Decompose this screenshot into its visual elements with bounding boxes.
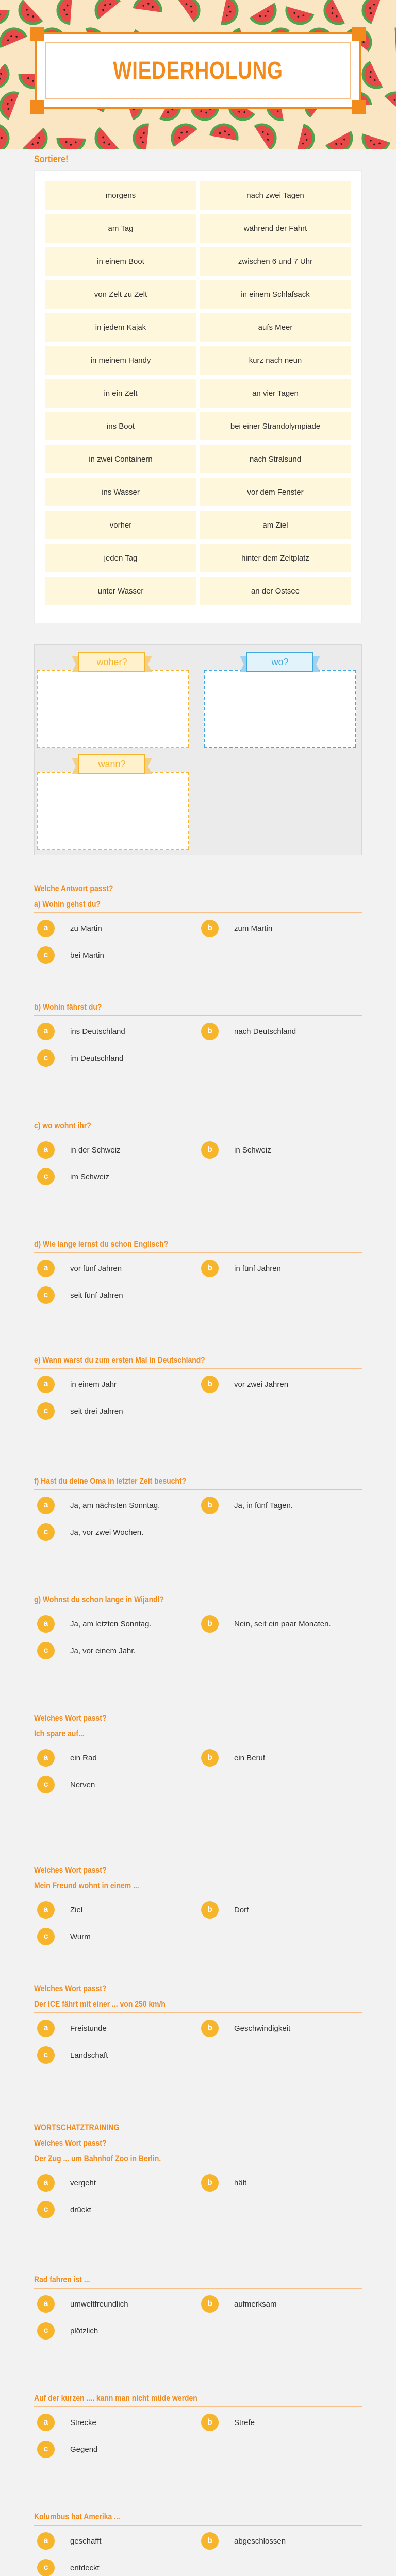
option-label: Landschaft (70, 2050, 108, 2060)
answer-option[interactable] (201, 2414, 255, 2431)
answer-option[interactable] (37, 2441, 97, 2458)
answer-option[interactable] (37, 946, 104, 964)
option-label: ein Beruf (234, 1753, 266, 1762)
option-label: zu Martin (70, 924, 102, 933)
answer-option[interactable] (37, 920, 102, 937)
option-label: Strefe (234, 2418, 255, 2427)
option-label: aufmerksam (234, 2299, 277, 2309)
option-label: Geschwindigkeit (234, 2024, 291, 2033)
sort-card[interactable]: in meinem Handy (45, 346, 196, 375)
option-label: ins Deutschland (70, 1027, 125, 1036)
question-title: c) wo wohnt ihr? (34, 1121, 91, 1130)
sort-card[interactable]: an vier Tagen (200, 379, 351, 408)
question-title: Der Zug ... um Bahnhof Zoo in Berlin. (34, 2154, 161, 2163)
answer-option[interactable] (201, 1023, 296, 1040)
option-letter: b (201, 1615, 219, 1633)
dropzone-wann-label: wann? (98, 759, 126, 769)
sort-card[interactable]: vorher (45, 511, 196, 539)
question-title: Welches Wort passt? (34, 1713, 107, 1723)
answer-option[interactable] (37, 1497, 160, 1514)
answer-option[interactable] (37, 1168, 109, 1185)
option-letter: c (37, 1286, 55, 1304)
option-label: drückt (70, 2205, 91, 2214)
answer-option[interactable] (37, 1286, 123, 1304)
answer-option[interactable] (201, 1615, 331, 1633)
question-title: Welches Wort passt? (34, 2138, 107, 2148)
option-label: im Deutschland (70, 1054, 124, 1063)
option-letter: a (37, 2020, 55, 2037)
question-title: Welches Wort passt? (34, 1865, 107, 1875)
answer-option[interactable] (37, 1376, 117, 1393)
answer-option[interactable] (37, 1402, 123, 1420)
answer-option[interactable] (37, 1049, 123, 1067)
answer-option[interactable] (201, 2532, 286, 2550)
sort-card[interactable]: am Ziel (200, 511, 351, 539)
sort-card[interactable]: nach Stralsund (200, 445, 351, 473)
option-label: vor zwei Jahren (234, 1380, 289, 1389)
option-label: Ja, in fünf Tagen. (234, 1501, 293, 1510)
option-letter: b (201, 1376, 219, 1393)
answer-option[interactable] (37, 1901, 82, 1919)
sort-card[interactable]: von Zelt zu Zelt (45, 280, 196, 309)
content (0, 149, 396, 2576)
option-letter: c (37, 1049, 55, 1067)
ribbon-wo (240, 652, 320, 676)
question-title: d) Wie lange lernst du schon Englisch? (34, 1239, 169, 1249)
option-letter: b (201, 2532, 219, 2550)
question-title: Mein Freund wohnt in einem ... (34, 1880, 139, 1890)
title-banner (35, 32, 361, 109)
question-title: b) Wohin fährst du? (34, 1002, 102, 1012)
option-letter: b (201, 920, 219, 937)
option-label: umweltfreundlich (70, 2299, 128, 2309)
dropzone-wo-label: wo? (271, 657, 289, 667)
answer-option[interactable] (201, 2295, 277, 2313)
answer-option[interactable] (37, 2322, 98, 2340)
sort-box (34, 170, 362, 623)
answer-option[interactable] (201, 2174, 246, 2192)
option-letter: a (37, 2532, 55, 2550)
option-letter: b (201, 1141, 219, 1159)
question-title: e) Wann warst du zum ersten Mal in Deutschland? (34, 1355, 205, 1365)
sort-card[interactable]: in zwei Containern (45, 445, 196, 473)
option-label: entdeckt (70, 2563, 100, 2572)
option-label: seit fünf Jahren (70, 1291, 123, 1300)
dropzone-wann[interactable] (37, 772, 189, 850)
question-title: Rad fahren ist ... (34, 2275, 90, 2284)
answer-option[interactable] (37, 2414, 96, 2431)
title-board (35, 32, 361, 109)
answer-option[interactable] (37, 1141, 121, 1159)
question-title: Welches Wort passt? (34, 1984, 107, 1993)
option-letter: b (201, 2414, 219, 2431)
answer-option[interactable] (37, 1615, 152, 1633)
option-letter: a (37, 1023, 55, 1040)
option-label: Ziel (70, 1905, 83, 1914)
drop-area (34, 644, 362, 855)
sort-card[interactable]: während der Fahrt (200, 214, 351, 243)
option-label: hält (234, 2178, 247, 2188)
option-letter: a (37, 1260, 55, 1277)
option-letter: c (37, 1402, 55, 1420)
option-letter: a (37, 2414, 55, 2431)
dropzone-wo[interactable] (204, 670, 356, 748)
answer-option[interactable] (201, 920, 272, 937)
option-letter: a (37, 1497, 55, 1514)
option-letter: c (37, 2559, 55, 2576)
answer-option[interactable] (37, 2046, 108, 2064)
answer-option[interactable] (201, 1376, 288, 1393)
option-label: Nein, seit ein paar Monaten. (234, 1619, 331, 1629)
option-label: vor fünf Jahren (70, 1264, 122, 1273)
question-title: g) Wohnst du schon lange in Wijandl? (34, 1595, 164, 1604)
option-letter: b (201, 2020, 219, 2037)
answer-option[interactable] (37, 1260, 122, 1277)
option-label: im Schweiz (70, 1172, 109, 1181)
option-letter: c (37, 1523, 55, 1541)
page-title: WIEDERHOLUNG (113, 57, 283, 84)
option-letter: b (201, 1260, 219, 1277)
question-title: Der ICE fährt mit einer ... von 250 km/h (34, 1999, 166, 2009)
answer-option[interactable] (37, 1523, 143, 1541)
option-letter: a (37, 1901, 55, 1919)
option-label: ein Rad (70, 1753, 97, 1762)
sort-card[interactable]: kurz nach neun (200, 346, 351, 375)
sort-card[interactable]: in ein Zelt (45, 379, 196, 408)
option-letter: c (37, 1168, 55, 1185)
sort-card[interactable]: bei einer Strandolympiade (200, 412, 351, 440)
option-letter: b (201, 1749, 219, 1767)
answer-option[interactable] (37, 1776, 95, 1793)
sort-card[interactable]: unter Wasser (45, 577, 196, 605)
answer-option[interactable] (201, 1901, 249, 1919)
answer-option[interactable] (201, 1141, 271, 1159)
question-title: Auf der kurzen .... kann man nicht müde werden (34, 2393, 197, 2403)
option-label: in Schweiz (234, 1145, 271, 1155)
option-letter: a (37, 1749, 55, 1767)
option-letter: a (37, 2174, 55, 2192)
option-letter: b (201, 2295, 219, 2313)
header (0, 0, 396, 149)
option-label: seit drei Jahren (70, 1406, 123, 1416)
question-title: Kolumbus hat Amerika ... (34, 2512, 120, 2521)
sort-card[interactable]: in einem Boot (45, 247, 196, 276)
question-title: WORTSCHATZTRAINING (34, 2123, 120, 2132)
option-label: in einem Jahr (70, 1380, 117, 1389)
option-label: Nerven (70, 1780, 95, 1789)
sort-card[interactable]: zwischen 6 und 7 Uhr (200, 247, 351, 276)
option-label: in fünf Jahren (234, 1264, 281, 1273)
dropzone-woher[interactable] (37, 670, 189, 748)
answer-option[interactable] (201, 1497, 293, 1514)
sort-card[interactable]: ins Wasser (45, 478, 196, 506)
option-letter: b (201, 1023, 219, 1040)
answer-option[interactable] (37, 1749, 97, 1767)
option-letter: a (37, 920, 55, 937)
sort-card[interactable]: aufs Meer (200, 313, 351, 342)
answer-option[interactable] (37, 2559, 100, 2576)
answer-option[interactable] (37, 1928, 91, 1945)
option-label: bei Martin (70, 951, 104, 960)
sort-card[interactable]: in einem Schlafsack (200, 280, 351, 309)
option-letter: b (201, 1901, 219, 1919)
option-label: in der Schweiz (70, 1145, 121, 1155)
option-letter: b (201, 2174, 219, 2192)
sortiere-heading: Sortiere! (34, 154, 69, 165)
option-label: Ja, am letzten Sonntag. (70, 1619, 152, 1629)
sort-card[interactable]: hinter dem Zeltplatz (200, 544, 351, 572)
sort-card[interactable]: nach zwei Tagen (200, 181, 351, 210)
option-label: Ja, vor zwei Wochen. (70, 1528, 144, 1537)
option-letter: c (37, 2046, 55, 2064)
option-letter: a (37, 1376, 55, 1393)
ribbon-wann (72, 754, 152, 778)
option-letter: c (37, 1776, 55, 1793)
question-title: Ich spare auf... (34, 1728, 85, 1738)
question-title: f) Hast du deine Oma in letzter Zeit besucht? (34, 1476, 187, 1486)
option-letter: c (37, 946, 55, 964)
option-label: Ja, am nächsten Sonntag. (70, 1501, 160, 1510)
option-letter: c (37, 1928, 55, 1945)
sort-card[interactable]: am Tag (45, 214, 196, 243)
option-label: plötzlich (70, 2326, 98, 2335)
sort-card[interactable]: ins Boot (45, 412, 196, 440)
sort-card[interactable]: morgens (45, 181, 196, 210)
sort-card[interactable]: in jedem Kajak (45, 313, 196, 342)
option-letter: a (37, 1615, 55, 1633)
option-label: vergeht (70, 2178, 96, 2188)
answer-option[interactable] (37, 2174, 96, 2192)
sort-card[interactable]: vor dem Fenster (200, 478, 351, 506)
option-label: Wurm (70, 1932, 91, 1941)
option-label: nach Deutschland (234, 1027, 296, 1036)
dropzone-woher-label: woher? (96, 657, 127, 667)
option-label: zum Martin (234, 924, 273, 933)
option-letter: b (201, 1497, 219, 1514)
answer-option[interactable] (37, 2201, 91, 2218)
option-label: geschafft (70, 2536, 102, 2546)
option-label: Gegend (70, 2445, 98, 2454)
answer-option[interactable] (201, 1749, 265, 1767)
sort-card[interactable]: jeden Tag (45, 544, 196, 572)
question-title: a) Wohin gehst du? (34, 899, 101, 909)
answer-option[interactable] (37, 2532, 102, 2550)
option-label: Freistunde (70, 2024, 107, 2033)
answer-option[interactable] (37, 1023, 125, 1040)
ribbon-woher (72, 652, 152, 676)
option-letter: a (37, 1141, 55, 1159)
question-title: Welche Antwort passt? (34, 884, 113, 893)
option-letter: c (37, 2201, 55, 2218)
option-letter: c (37, 2441, 55, 2458)
option-letter: a (37, 2295, 55, 2313)
answer-option[interactable] (201, 2020, 290, 2037)
option-label: Strecke (70, 2418, 96, 2427)
option-label: abgeschlossen (234, 2536, 286, 2546)
option-letter: c (37, 2322, 55, 2340)
sort-card[interactable]: an der Ostsee (200, 577, 351, 605)
answer-option[interactable] (37, 2020, 107, 2037)
answer-option[interactable] (201, 1260, 281, 1277)
option-letter: c (37, 1642, 55, 1659)
answer-option[interactable] (37, 2295, 128, 2313)
answer-option[interactable] (37, 1642, 136, 1659)
option-label: Ja, vor einem Jahr. (70, 1646, 136, 1655)
option-label: Dorf (234, 1905, 249, 1914)
